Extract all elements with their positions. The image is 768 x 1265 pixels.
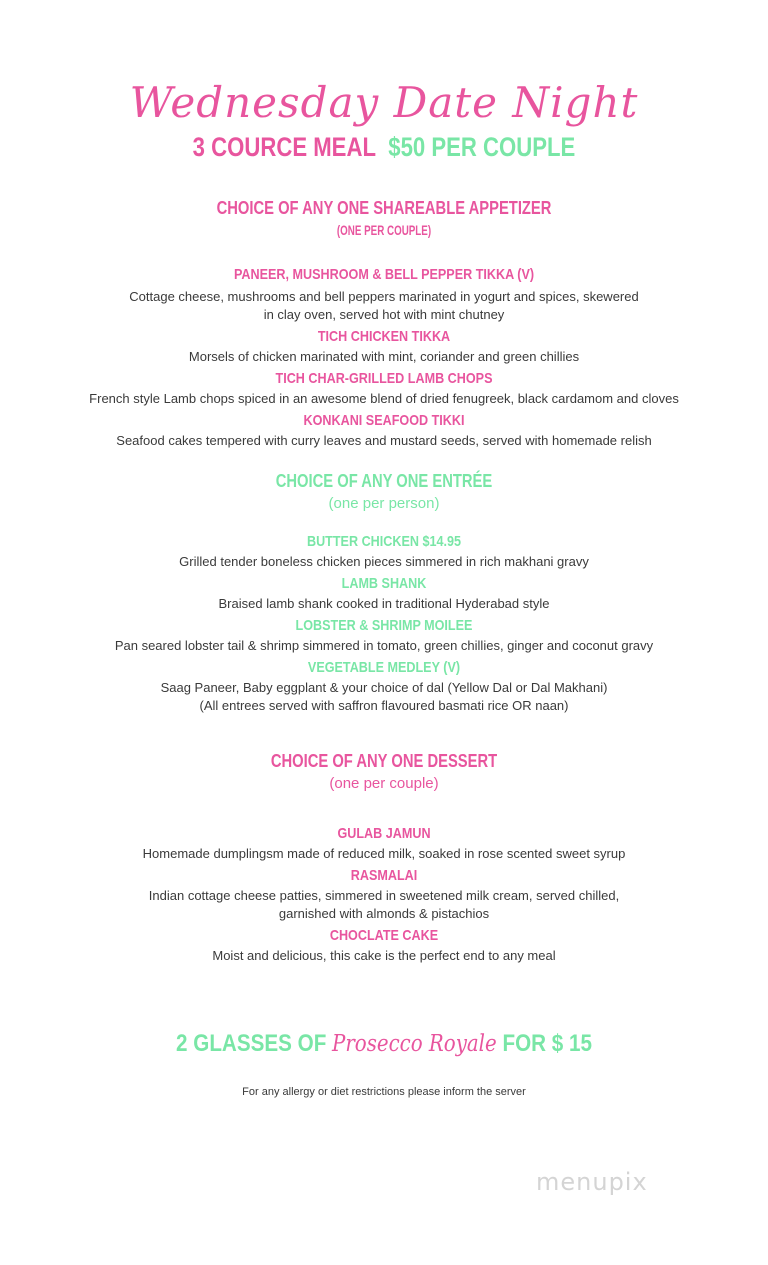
dessert-item-name: RASMALAI xyxy=(350,867,418,884)
appetizer-item-desc: Seafood cakes tempered with curry leaves and mustard seeds, served with homemade relish xyxy=(116,433,652,448)
entree-note: (one per person) xyxy=(328,495,440,512)
dessert-item-desc: garnished with almonds & pistachios xyxy=(278,906,490,921)
appetizer-note: (ONE PER COUPLE) xyxy=(336,222,432,238)
appetizer-item-desc: in clay oven, served hot with mint chutney xyxy=(263,307,505,322)
appetizer-item-name: TICH CHAR-GRILLED LAMB CHOPS xyxy=(275,370,493,387)
appetizer-item-desc: Cottage cheese, mushrooms and bell peppers marinated in yogurt and spices, skewered xyxy=(129,289,639,304)
dessert-item-desc: Moist and delicious, this cake is the perfect end to any meal xyxy=(212,948,556,963)
prosecco-offer xyxy=(54,1030,714,1058)
watermark: menupix xyxy=(536,1168,648,1196)
dessert-item-name: GULAB JAMUN xyxy=(337,825,431,842)
entree-item-desc: Braised lamb shank cooked in traditional Hyderabad style xyxy=(218,596,550,611)
dessert-item-desc: Homemade dumplingsm made of reduced milk, soaked in rose scented sweet syrup xyxy=(142,846,626,861)
appetizer-item-name: PANEER, MUSHROOM & BELL PEPPER TIKKA (V) xyxy=(233,266,535,283)
appetizer-item-desc: French style Lamb chops spiced in an awesome blend of dried fenugreek, black cardamom and cloves xyxy=(89,391,679,406)
entree-item-name: VEGETABLE MEDLEY (V) xyxy=(307,659,461,676)
dessert-heading: CHOICE OF ANY ONE DESSERT xyxy=(270,751,498,771)
offer-drink: Prosecco Royale xyxy=(332,1031,497,1057)
course-text: 3 COURCE MEAL xyxy=(192,132,376,162)
entree-item-desc: Saag Paneer, Baby eggplant & your choice of dal (Yellow Dal or Dal Makhani) xyxy=(160,680,608,695)
entree-item-desc: Grilled tender boneless chicken pieces simmered in rich makhani gravy xyxy=(179,554,589,569)
offer-suffix: FOR $ 15 xyxy=(502,1030,592,1057)
entree-item-desc: Pan seared lobster tail & shrimp simmered in tomato, green chillies, ginger and coconut gravy xyxy=(114,638,654,653)
price-text: $50 PER COUPLE xyxy=(388,132,576,162)
dessert-item-desc: Indian cottage cheese patties, simmered in sweetened milk cream, served chilled, xyxy=(148,888,620,903)
entree-item-desc: (All entrees served with saffron flavoured basmati rice OR naan) xyxy=(199,698,569,713)
entree-item-name: BUTTER CHICKEN $14.95 xyxy=(306,533,462,550)
entree-item-name: LAMB SHANK xyxy=(341,575,427,592)
appetizer-item-name: TICH CHICKEN TIKKA xyxy=(317,328,451,345)
appetizer-item-name: KONKANI SEAFOOD TIKKI xyxy=(303,412,465,429)
appetizer-item-desc: Morsels of chicken marinated with mint, coriander and green chillies xyxy=(188,349,580,364)
price-line xyxy=(69,132,699,163)
offer-prefix: 2 GLASSES OF xyxy=(176,1030,327,1057)
appetizer-heading: CHOICE OF ANY ONE SHAREABLE APPETIZER xyxy=(216,198,552,218)
entree-item-name: LOBSTER & SHRIMP MOILEE xyxy=(295,617,473,634)
allergy-note: For any allergy or diet restrictions please inform the server xyxy=(242,1086,526,1098)
dessert-item-name: CHOCLATE CAKE xyxy=(329,927,439,944)
page-title: Wednesday Date Night xyxy=(129,78,639,127)
dessert-note: (one per couple) xyxy=(329,775,439,792)
entree-heading: CHOICE OF ANY ONE ENTRÉE xyxy=(275,471,493,491)
